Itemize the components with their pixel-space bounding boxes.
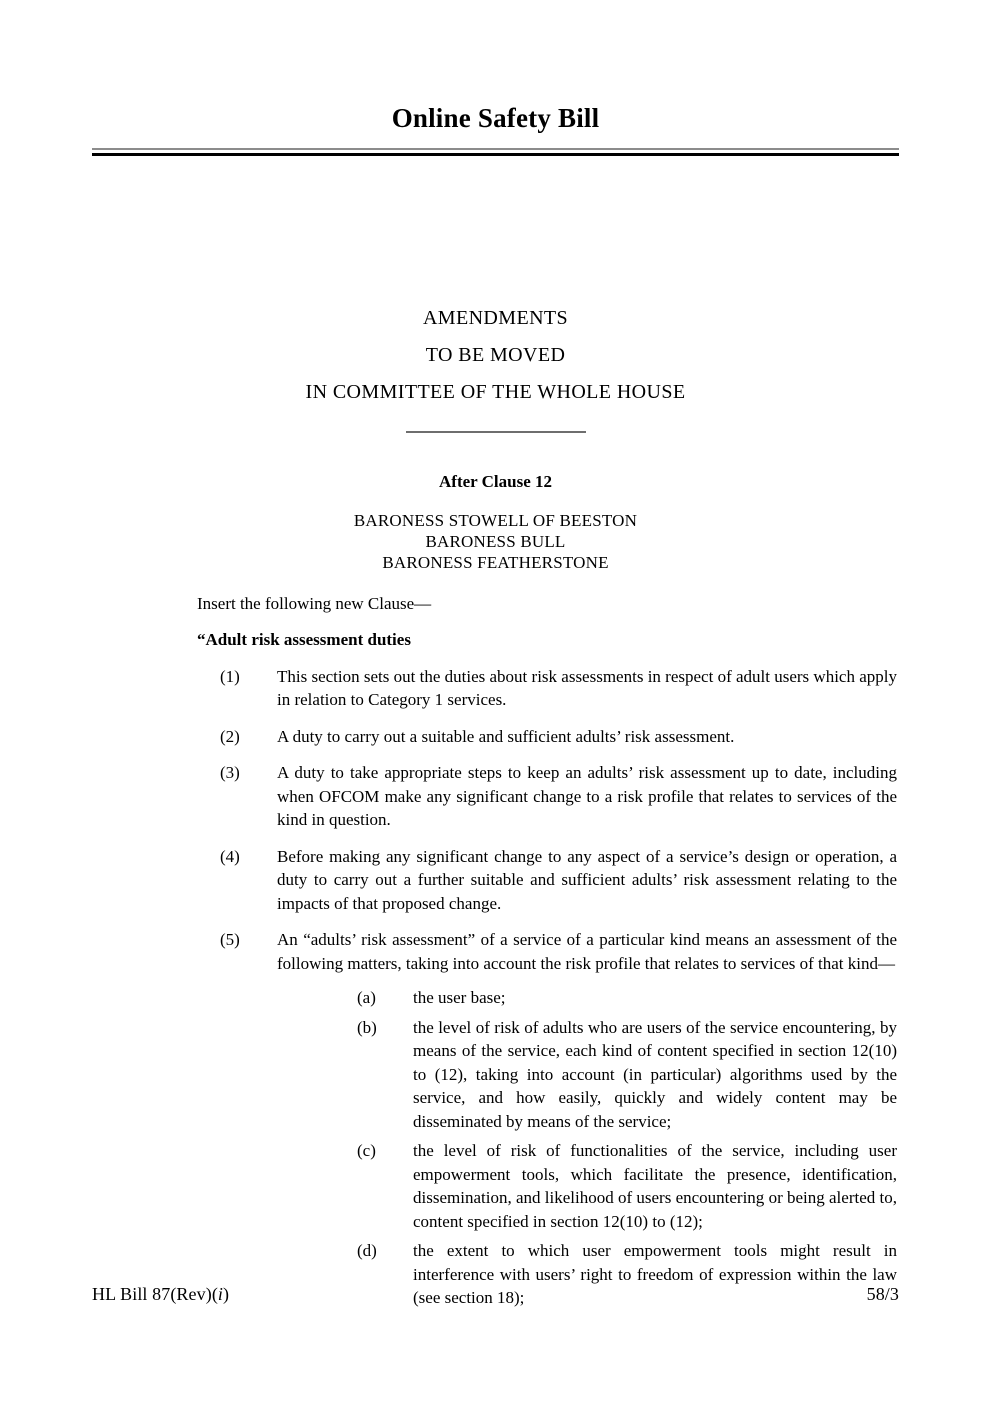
subprovision-text: the level of risk of adults who are users of the service encountering, by means of the service, each kind of content specified in section 12(10) to (12), taking into account (in particular) algorithms used by the service, and how easily, quickly and widely content may be disseminated by means of the service; xyxy=(413,1017,897,1131)
provision-item xyxy=(220,665,897,712)
page-number: 58/3 xyxy=(866,1284,899,1304)
subprovision-text: the user base; xyxy=(413,988,506,1008)
amendment-body xyxy=(92,593,899,1309)
sponsor-name: BARONESS STOWELL OF BEESTON xyxy=(353,511,638,531)
sponsor-list xyxy=(92,510,899,573)
provision-item xyxy=(220,761,897,832)
bill-reference-italic: i xyxy=(217,1284,224,1304)
provision-list xyxy=(197,665,897,1310)
amendment-section xyxy=(92,472,899,1310)
heading-line-amendments: AMENDMENTS xyxy=(422,307,569,329)
heading-line-in-committee: IN COMMITTEE OF THE WHOLE HOUSE xyxy=(305,381,686,403)
bill-reference-prefix: HL Bill 87(Rev)( xyxy=(92,1284,218,1304)
masthead xyxy=(92,104,899,156)
provision-item xyxy=(217,928,897,1310)
page-title: Online Safety Bill xyxy=(391,103,600,133)
masthead-rule-thick xyxy=(92,153,899,156)
subprovision-letter: (c) xyxy=(357,1141,376,1161)
provision-number: (4) xyxy=(220,846,240,866)
provision-text: An “adults’ risk assessment” of a service of a particular kind means an assessment of the following matters, taking into account the risk profile that relates to services of that kind— xyxy=(277,930,897,973)
subprovision-text: the level of risk of functionalities of the service, including user empowerment tools, which facilitate the presence, identification, dissemination, and likelihood of users encountering or being alerted to, content specified in section 12(10) to (12); xyxy=(413,1141,897,1231)
provision-number: (5) xyxy=(220,930,240,950)
insert-instruction: Insert the following new Clause— xyxy=(197,594,432,614)
sponsor-name: BARONESS BULL xyxy=(425,532,566,552)
subprovision-item xyxy=(357,986,897,1010)
provision-text: A duty to carry out a suitable and sufficient adults’ risk assessment. xyxy=(277,726,735,746)
new-clause-title: “Adult risk assessment duties xyxy=(197,630,411,650)
bill-reference xyxy=(92,1284,229,1305)
clause-marker: After Clause 12 xyxy=(439,472,552,491)
page-footer xyxy=(92,1284,899,1305)
subprovision-letter: (a) xyxy=(357,988,376,1008)
provision-text: Before making any significant change to any aspect of a service’s design or operation, a duty to carry out a further suitable and sufficient adults’ risk assessment relating to the impacts of that proposed change. xyxy=(277,846,897,913)
heading-line-to-be-moved: TO BE MOVED xyxy=(425,344,566,366)
subprovision-letter: (d) xyxy=(357,1241,377,1261)
subprovision-letter: (b) xyxy=(357,1017,377,1037)
bill-reference-suffix: ) xyxy=(223,1284,230,1304)
subprovision-text: the extent to which user empowerment tools might result in interference with users’ right to freedom of expression within the law (see section 18); xyxy=(413,1241,897,1308)
sponsor-name: BARONESS FEATHERSTONE xyxy=(382,553,609,573)
provision-item xyxy=(220,845,897,916)
provision-number: (2) xyxy=(220,726,240,746)
heading-divider-wrap xyxy=(92,431,899,433)
subprovision-list xyxy=(277,986,897,1310)
provision-text: A duty to take appropriate steps to keep an adults’ risk assessment up to date, including when OFCOM make any significant change to a risk profile that relates to services of the kind in question. xyxy=(277,763,897,830)
subprovision-item xyxy=(357,1139,897,1233)
heading-divider xyxy=(406,431,586,433)
provision-item xyxy=(220,725,897,749)
provision-number: (1) xyxy=(220,666,240,686)
masthead-double-rule xyxy=(92,148,899,156)
subprovision-item xyxy=(357,1016,897,1134)
amendments-heading-block xyxy=(92,300,899,433)
provision-text: This section sets out the duties about risk assessments in respect of adult users which apply in relation to Category 1 services. xyxy=(277,666,897,710)
provision-number: (3) xyxy=(220,763,240,783)
